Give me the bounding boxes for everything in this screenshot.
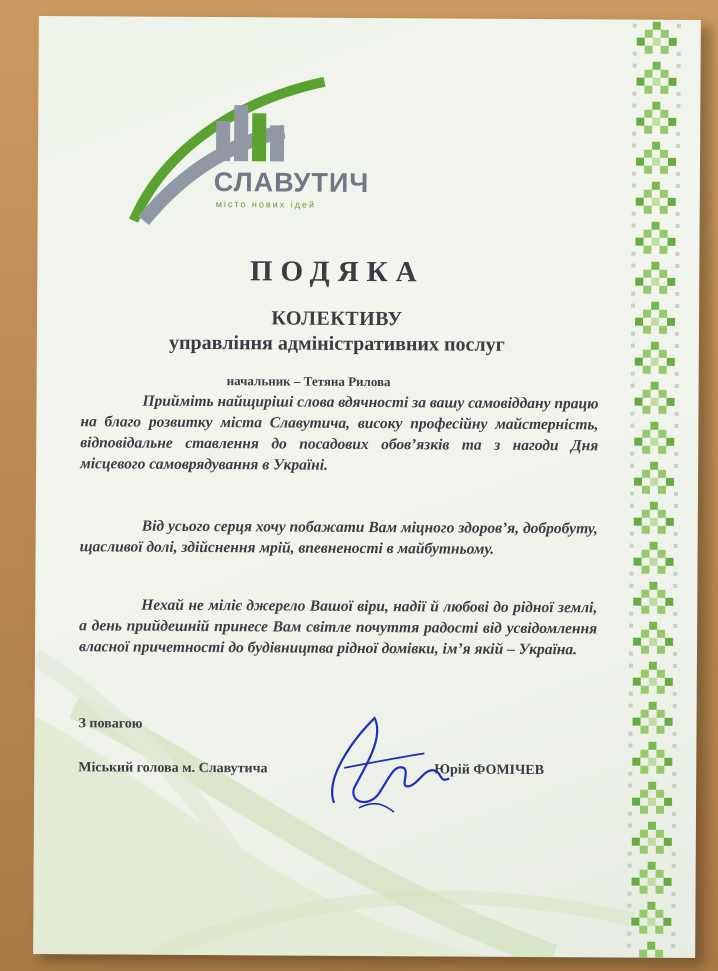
department-head: начальник – Тетяна Рилова — [226, 373, 391, 390]
recipient-line-2: управління адміністративних послуг — [168, 331, 505, 356]
certificate-sheet — [33, 16, 701, 958]
logo-wordmark: СЛАВУТИЧ — [213, 167, 370, 199]
signer-name: Юрій ФОМІЧЕВ — [434, 762, 545, 779]
document-title: ПОДЯКА — [249, 255, 425, 289]
logo-tagline: місто нових ідей — [215, 199, 317, 210]
recipient-line-1: КОЛЕКТИВУ — [271, 307, 403, 331]
closing-phrase: З повагою — [78, 716, 143, 732]
paragraph-wishes: Від усього серця хочу побажати Вам міцного здоров’я, добробуту, щасливої долі, здійснення мрій, впевненості в майбутньому. — [79, 517, 598, 558]
paragraph-gratitude: Прийміть найщиріші слова вдячності за вашу самовіддану працю на благо розвитку міста Славутича, високу професійну майстерність, відповідальне ставлення до посадових обов’язків та з нагоди Дня місцевого самоврядування в Україні. — [80, 392, 599, 474]
signer-title: Міський голова м. Славутича — [78, 760, 268, 777]
handwritten-signature — [314, 708, 455, 819]
ornament-border — [625, 20, 683, 958]
paragraph-blessing: Нехай не міліє джерело Вашої віри, надії й любові до рідної землі, а день прийдешній принесе Вам світле почуття радості від усвідомлення власної причетності до будівництва рідної домівки, ім’я якій – Україна. — [78, 596, 598, 659]
